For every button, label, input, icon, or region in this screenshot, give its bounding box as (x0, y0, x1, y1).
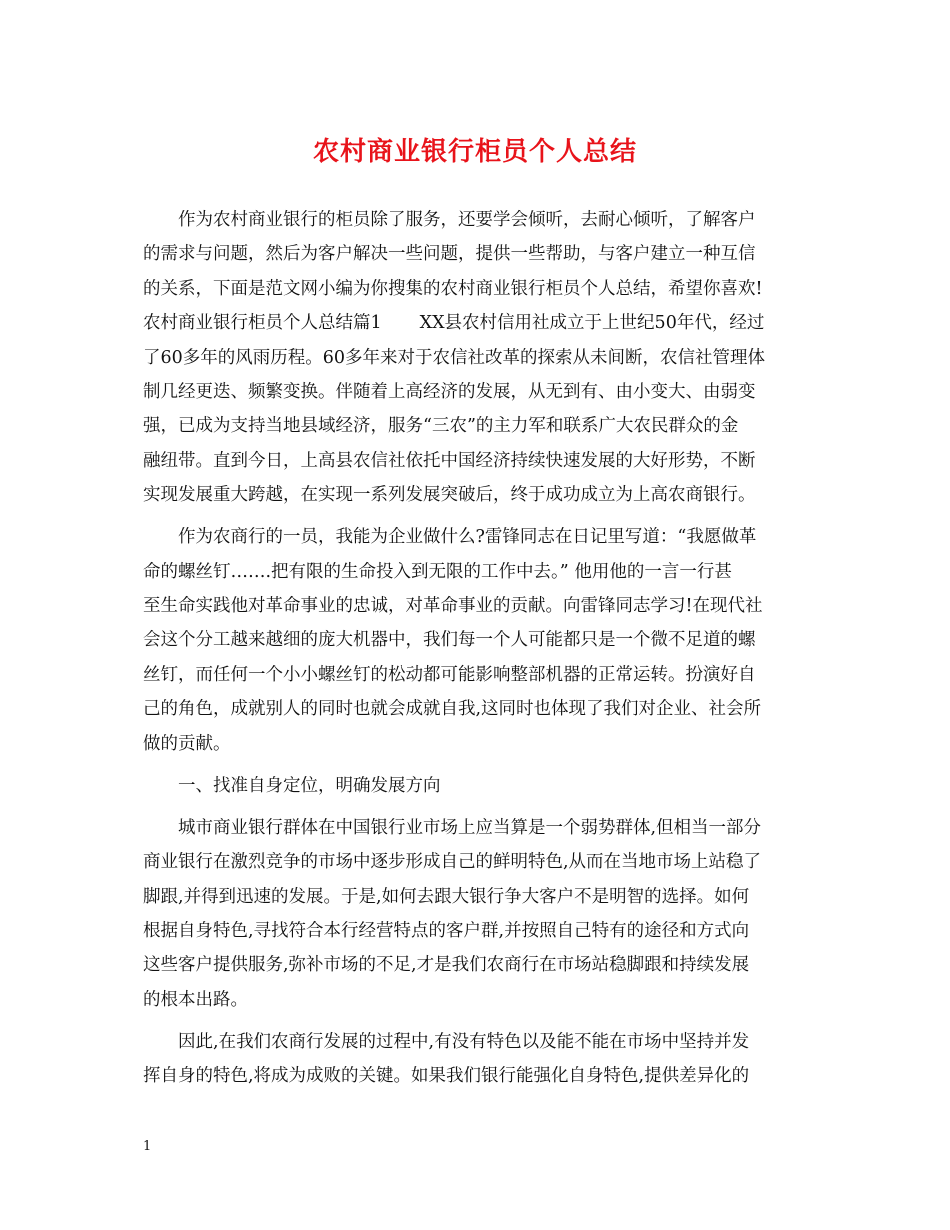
text-line: 会这个分工越来越细的庞大机器中，我们每一个人可能都只是一个微不足道的螺 (143, 630, 756, 651)
text-line: 丝钉，而任何一个小小螺丝钉的松动都可能影响整部机器的正常运转。扮演好自 (143, 664, 756, 685)
text-line: 命的螺丝钉…….把有限的生命投入到无限的工作中去。” 他用他的一言一行甚 (143, 561, 732, 582)
text-line: 这些客户提供服务,弥补市场的不足,才是我们农商行在市场站稳脚跟和持续发展 (143, 955, 750, 976)
text-line: 至生命实践他对革命事业的忠诚，对革命事业的贡献。向雷锋同志学习!在现代社 (143, 596, 763, 617)
text-line: 了60多年的风雨历程。60多年来对于农信社改革的探索从未间断，农信社管理体 (143, 347, 766, 368)
document-body (143, 203, 808, 1101)
text-line: 强，已成为支持当地县域经济，服务“三农”的主力军和联系广大农民群众的金 (143, 416, 739, 437)
text-line: 作为农商行的一员，我能为企业做什么?雷锋同志在日记里写道：“我愿做革 (178, 527, 757, 548)
paragraph-positioning (143, 811, 808, 1017)
text-line: 的需求与问题，然后为客户解决一些问题，提供一些帮助，与客户建立一种互信 (143, 244, 756, 265)
text-line: 做的贡献。 (143, 733, 231, 754)
text-line: 商业银行在激烈竞争的市场中逐步形成自己的鲜明特色,从而在当地市场上站稳了 (143, 852, 762, 873)
paragraph-characteristics (143, 1025, 808, 1094)
text-line: 己的角色，成就别人的同时也就会成就自我,这同时也体现了我们对企业、社会所 (143, 699, 762, 720)
text-line: 作为农村商业银行的柜员除了服务，还要学会倾听，去耐心倾听，了解客户 (178, 210, 756, 230)
text-line: 的关系，下面是范文网小编为你搜集的农村商业银行柜员个人总结，希望你喜欢! (143, 278, 763, 299)
text-line: 脚跟,并得到迅速的发展。于是,如何去跟大银行争大客户不是明智的选择。如何 (143, 886, 750, 907)
text-line: 挥自身的特色,将成为成败的关键。如果我们银行能强化自身特色,提供差异化的 (143, 1066, 750, 1087)
page-number: 1 (143, 1139, 152, 1154)
paragraph-lei-feng (143, 520, 808, 761)
section-heading-inline: 农村商业银行柜员个人总结篇1 (143, 313, 382, 334)
text-line: 实现发展重大跨越，在实现一系列发展突破后，终于成功成立为上高农商银行。 (143, 485, 756, 506)
document-title: 农村商业银行柜员个人总结 (312, 137, 637, 167)
text-line: 的根本出路。 (143, 989, 248, 1010)
text-line: 因此,在我们农商行发展的过程中,有没有特色以及能不能在市场中坚持并发 (178, 1031, 750, 1052)
heading-line: 一、找准自身定位，明确发展方向 (178, 775, 441, 796)
section-heading (143, 769, 808, 803)
text-line: 融纽带。直到今日，上高县农信社依托中国经济持续快速发展的大好形势，不断 (143, 450, 756, 471)
text-line: 制几经更迭、频繁变换。伴随着上高经济的发展，从无到有、由小变大、由弱变 (143, 382, 756, 403)
paragraph-intro (143, 203, 808, 513)
text-line (143, 306, 808, 340)
text-line: 根据自身特色,寻找符合本行经营特点的客户群,并按照自己特有的途径和方式向 (143, 920, 750, 941)
text-line: 城市商业银行群体在中国银行业市场上应当算是一个弱势群体,但相当一部分 (178, 817, 762, 838)
text-fragment: XX县农村信用社成立于上世纪50年代，经过 (419, 313, 765, 334)
